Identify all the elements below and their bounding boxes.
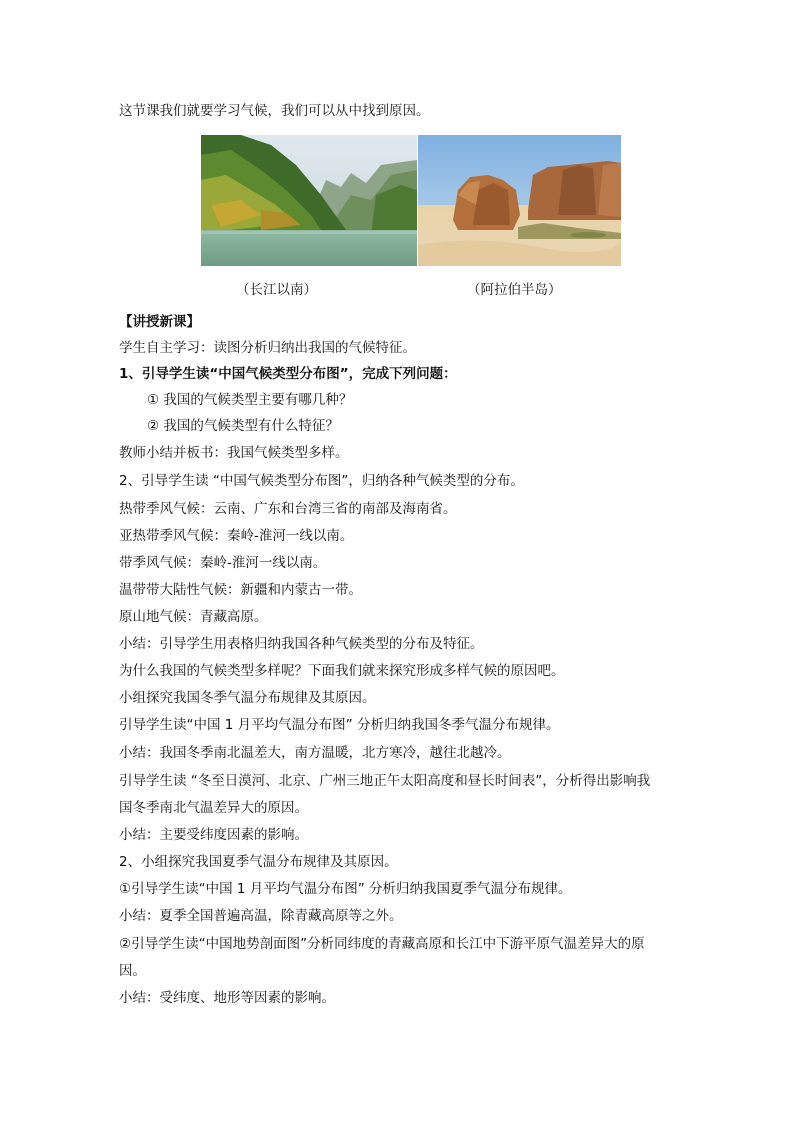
- body-line: 热带季风气候：云南、广东和台湾三省的南部及海南省。: [119, 501, 457, 517]
- body-line: 小结：受纬度、地形等因素的影响。: [119, 990, 335, 1006]
- section-title: 【讲授新课】: [119, 314, 200, 330]
- question-item: ② 我国的气候类型有什么特征？: [147, 418, 339, 434]
- body-line: 亚热带季风气候：秦岭-淮河一线以南。: [119, 528, 354, 544]
- body-line: ①引导学生读“中国 1 月平均气温分布图” 分析归纳我国夏季气温分布规律。: [119, 881, 572, 897]
- body-line: 小结：引导学生用表格归纳我国各种气候类型的分布及特征。: [119, 636, 484, 652]
- body-line: 因。: [119, 963, 146, 979]
- body-line: 学生自主学习：读图分析归纳出我国的气候特征。: [119, 340, 416, 356]
- desert-rock-icon: [418, 135, 621, 266]
- body-line: 引导学生读 “冬至日漠河、北京、广州三地正午太阳高度和昼长时间表”，分析得出影响我: [119, 773, 651, 789]
- body-line: 国冬季南北气温差异大的原因。: [119, 800, 308, 816]
- body-line: 为什么我国的气候类型多样呢？下面我们就来探究形成多样气候的原因吧。: [119, 663, 565, 679]
- body-line: 小结：我国冬季南北温差大，南方温暖，北方寒冷，越往北越冷。: [119, 745, 511, 761]
- intro-text: 这节课我们就要学习气候，我们可以从中找到原因。: [119, 103, 430, 119]
- image-caption-left: （长江以南）: [236, 282, 317, 298]
- question-item: ① 我国的气候类型主要有哪几种？: [147, 392, 353, 408]
- body-line: 小结：主要受纬度因素的影响。: [119, 827, 308, 843]
- body-line: ②引导学生读“中国地势剖面图”分析同纬度的青藏高原和长江中下游平原气温差异大的原: [119, 936, 645, 952]
- body-line: 小结：夏季全国普遍高温，除青藏高原等之外。: [119, 908, 403, 924]
- image-caption-right: （阿拉伯半岛）: [467, 282, 562, 298]
- body-line: 教师小结并板书：我国气候类型多样。: [119, 445, 349, 461]
- body-line: 温带带大陆性气候：新疆和内蒙古一带。: [119, 582, 362, 598]
- river-landscape-photo: [201, 135, 417, 266]
- body-line: 小组探究我国冬季气温分布规律及其原因。: [119, 690, 376, 706]
- body-line: 2、小组探究我国夏季气温分布规律及其原因。: [119, 854, 398, 870]
- desert-rock-photo: [418, 135, 621, 266]
- body-line: 带季风气候：秦岭-淮河一线以南。: [119, 555, 327, 571]
- body-line: 2、引导学生读 “中国气候类型分布图”，归纳各种气候类型的分布。: [119, 473, 524, 489]
- river-landscape-icon: [201, 135, 417, 266]
- body-line: 1、引导学生读“中国气候类型分布图”，完成下列问题：: [119, 366, 457, 382]
- body-line: 引导学生读“中国 1 月平均气温分布图” 分析归纳我国冬季气温分布规律。: [119, 717, 560, 733]
- body-line: 原山地气候：青藏高原。: [119, 609, 268, 625]
